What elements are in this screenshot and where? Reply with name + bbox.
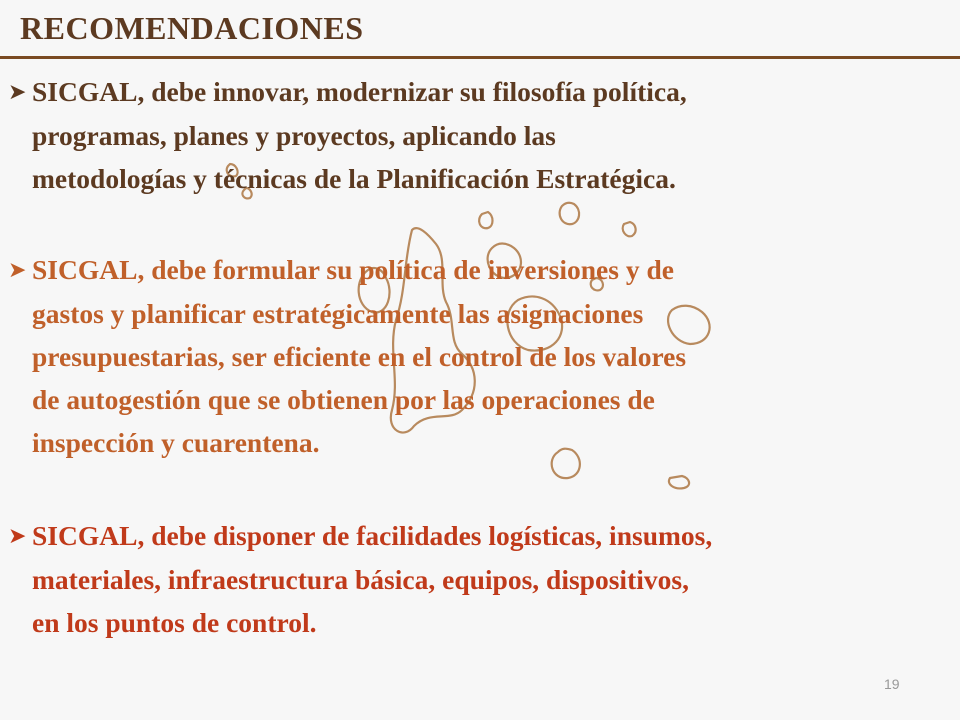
recommendation-line: ➤ SICGAL, debe innovar, modernizar su filosofía política,: [8, 70, 687, 114]
arrow-bullet-icon: ➤: [8, 258, 27, 283]
recommendation-line: ➤ SICGAL, debe formular su política de inversiones y de: [8, 248, 686, 292]
recommendation-item: [8, 514, 712, 644]
page-number: 19: [884, 676, 900, 692]
recommendation-line: programas, planes y proyectos, aplicando las: [32, 120, 556, 151]
recommendation-line: ➤ SICGAL, debe disponer de facilidades logísticas, insumos,: [8, 514, 712, 558]
recommendation-item: [8, 248, 686, 464]
recommendation-line: gastos y planificar estratégicamente las asignaciones: [32, 298, 644, 329]
recommendation-line: en los puntos de control.: [32, 607, 317, 638]
recommendation-line: metodologías y técnicas de la Planificación Estratégica.: [32, 163, 676, 194]
title-divider: [0, 56, 960, 59]
recommendation-line: presupuestarias, ser eficiente en el control de los valores: [32, 341, 687, 372]
slide-title: RECOMENDACIONES: [20, 10, 364, 46]
recommendation-line: de autogestión que se obtienen por las operaciones de: [32, 384, 655, 415]
arrow-bullet-icon: ➤: [8, 80, 27, 105]
recommendation-line: inspección y cuarentena.: [32, 427, 320, 458]
recommendation-line: materiales, infraestructura básica, equipos, dispositivos,: [32, 564, 689, 595]
arrow-bullet-icon: ➤: [8, 524, 27, 549]
recommendation-item: [8, 70, 687, 200]
